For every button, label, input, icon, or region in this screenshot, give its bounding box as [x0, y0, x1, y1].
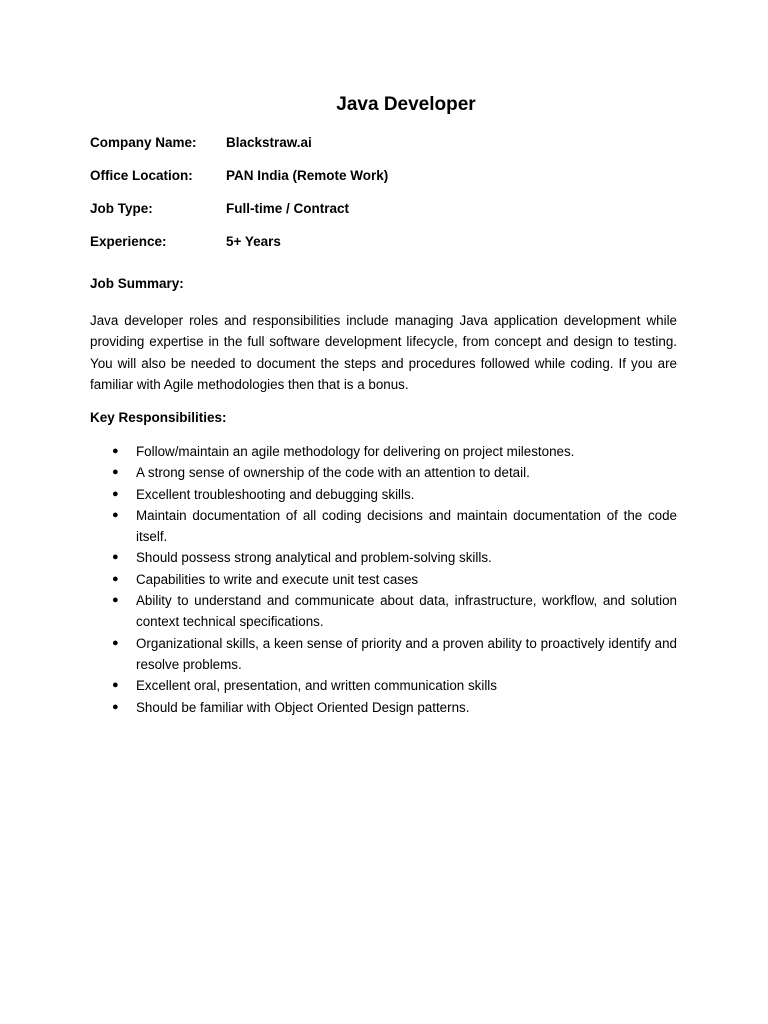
- list-item: [90, 569, 677, 590]
- job-type-label: Job Type:: [90, 201, 153, 216]
- office-location-label: Office Location:: [90, 168, 193, 183]
- key-responsibilities-heading: Key Responsibilities:: [90, 410, 227, 425]
- job-type-row: [90, 200, 349, 218]
- experience-row: [90, 233, 281, 251]
- list-item: [90, 484, 677, 505]
- list-item-text: Organizational skills, a keen sense of priority and a proven ability to proactively identify and resolve problems.: [136, 635, 677, 672]
- list-item-text: A strong sense of ownership of the code with an attention to detail.: [136, 465, 530, 481]
- list-item: [90, 547, 677, 568]
- company-name-label: Company Name:: [90, 135, 197, 150]
- bullet-icon: ●: [112, 551, 119, 564]
- list-item: [90, 633, 677, 676]
- bullet-icon: ●: [112, 445, 119, 457]
- office-location-value: PAN India (Remote Work): [226, 168, 389, 183]
- responsibilities-list: [90, 441, 677, 718]
- list-item-text: Capabilities to write and execute unit test cases: [136, 571, 419, 587]
- company-name-row: [90, 134, 312, 152]
- bullet-icon: ●: [112, 508, 119, 521]
- job-summary-heading: Job Summary:: [90, 276, 184, 291]
- job-type-value: Full-time / Contract: [226, 201, 350, 216]
- bullet-icon: ●: [112, 636, 119, 649]
- office-location-row: [90, 167, 388, 185]
- list-item: [90, 441, 677, 462]
- experience-value: 5+ Years: [226, 234, 281, 249]
- list-item: [90, 675, 677, 696]
- list-item: [90, 697, 677, 718]
- job-summary-text: Java developer roles and responsibilities include managing Java application development while providing expertise in the full software development lifecycle, from concept and design to testing. You will also be needed to document the steps and procedures followed while coding. If you are familiar with Agile methodologies then that is a bonus.: [90, 313, 677, 392]
- list-item: [90, 505, 677, 548]
- list-item-text: Excellent oral, presentation, and written communication skills: [136, 678, 497, 694]
- bullet-icon: ●: [112, 572, 119, 585]
- experience-label: Experience:: [90, 234, 167, 249]
- list-item: [90, 590, 677, 633]
- list-item-text: Follow/maintain an agile methodology for delivering on project milestones.: [136, 444, 575, 459]
- list-item-text: Should possess strong analytical and problem-solving skills.: [136, 550, 492, 566]
- list-item: [90, 462, 677, 483]
- bullet-icon: ●: [112, 487, 119, 500]
- list-item-text: Should be familiar with Object Oriented Design patterns.: [136, 699, 470, 715]
- list-item-text: Excellent troubleshooting and debugging skills.: [136, 486, 415, 502]
- list-item-text: Ability to understand and communicate about data, infrastructure, workflow, and solution context technical specifications.: [136, 593, 677, 630]
- list-item-text: Maintain documentation of all coding decisions and maintain documentation of the code itself.: [136, 507, 677, 545]
- bullet-icon: ●: [112, 466, 119, 479]
- company-name-value: Blackstraw.ai: [226, 135, 312, 150]
- bullet-icon: ●: [112, 594, 119, 607]
- bullet-icon: ●: [112, 679, 119, 692]
- page-title: Java Developer: [336, 94, 476, 115]
- bullet-icon: ●: [112, 700, 119, 713]
